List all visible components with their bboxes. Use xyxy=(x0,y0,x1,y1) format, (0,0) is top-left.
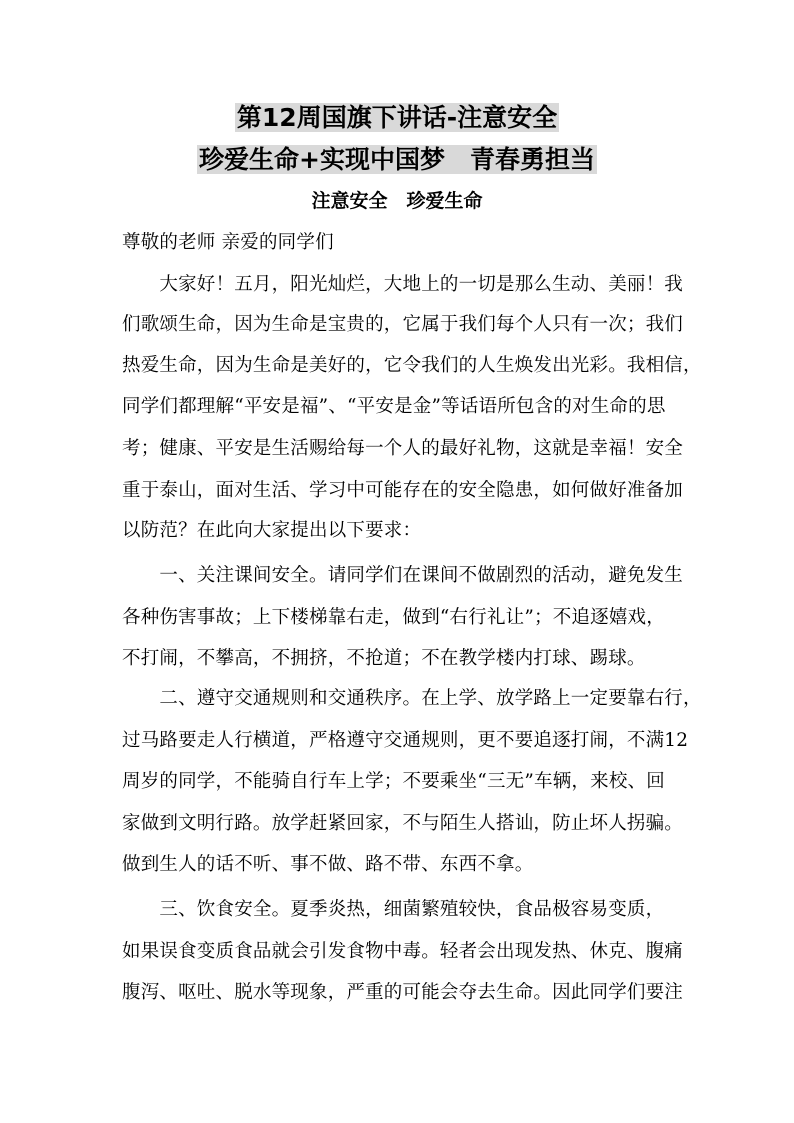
salutation: 尊敬的老师 亲爱的同学们 xyxy=(122,232,334,253)
paragraph-line: 过马路要走人行横道，严格遵守交通规则，更不要追逐打闹，不满12 xyxy=(122,730,689,751)
paragraph-line: 大家好！五月，阳光灿烂，大地上的一切是那么生动、美丽！我 xyxy=(122,274,684,295)
paragraph-line: 一、关注课间安全。请同学们在课间不做剧烈的活动，避免发生 xyxy=(122,565,684,586)
paragraph-line: 三、饮食安全。夏季炎热，细菌繁殖较快，食品极容易变质， xyxy=(122,899,665,920)
paragraph-line: 周岁的同学，不能骑自行车上学；不要乘坐“三无”车辆，来校、回 xyxy=(122,771,665,792)
paragraph-line: 重于泰山，面对生活、学习中可能存在的安全隐患，如何做好准备加 xyxy=(122,480,684,501)
paragraph-line: 腹泻、呕吐、脱水等现象，严重的可能会夺去生命。因此同学们要注 xyxy=(122,982,684,1003)
paragraph-line: 如果误食变质食品就会引发食物中毒。轻者会出现发热、休克、腹痛 xyxy=(122,941,684,962)
paragraph-line: 同学们都理解“平安是福”、“平安是金”等话语所包含的对生命的思 xyxy=(122,396,666,417)
paragraph-line: 以防范？在此向大家提出以下要求： xyxy=(122,520,422,541)
document-subtitle xyxy=(0,142,794,178)
document-subtitle-text: 珍爱生命+实现中国梦 青春勇担当 xyxy=(199,145,595,174)
document-title xyxy=(0,100,794,136)
paragraph-line: 各种伤害事故；上下楼梯靠右走，做到“右行礼让”；不追逐嬉戏， xyxy=(122,607,665,628)
paragraph-line: 做到生人的话不听、事不做、路不带、东西不拿。 xyxy=(122,854,534,875)
paragraph-line: 家做到文明行路。放学赶紧回家，不与陌生人搭讪，防止坏人拐骗。 xyxy=(122,813,684,834)
document-title-text: 第12周国旗下讲话-注意安全 xyxy=(236,103,558,132)
section-heading: 注意安全 珍爱生命 xyxy=(311,190,483,212)
paragraph-line: 二、遵守交通规则和交通秩序。在上学、放学路上一定要靠右行， xyxy=(122,688,702,709)
paragraph-line: 考；健康、平安是生活赐给每一个人的最好礼物，这就是幸福！安全 xyxy=(122,438,684,459)
paragraph-line: 们歌颂生命，因为生命是宝贵的，它属于我们每个人只有一次；我们 xyxy=(122,314,684,335)
paragraph-line: 不打闹，不攀高，不拥挤，不抢道；不在教学楼内打球、踢球。 xyxy=(122,648,646,669)
paragraph-line: 热爱生命，因为生命是美好的，它令我们的人生焕发出光彩。我相信， xyxy=(122,355,702,376)
